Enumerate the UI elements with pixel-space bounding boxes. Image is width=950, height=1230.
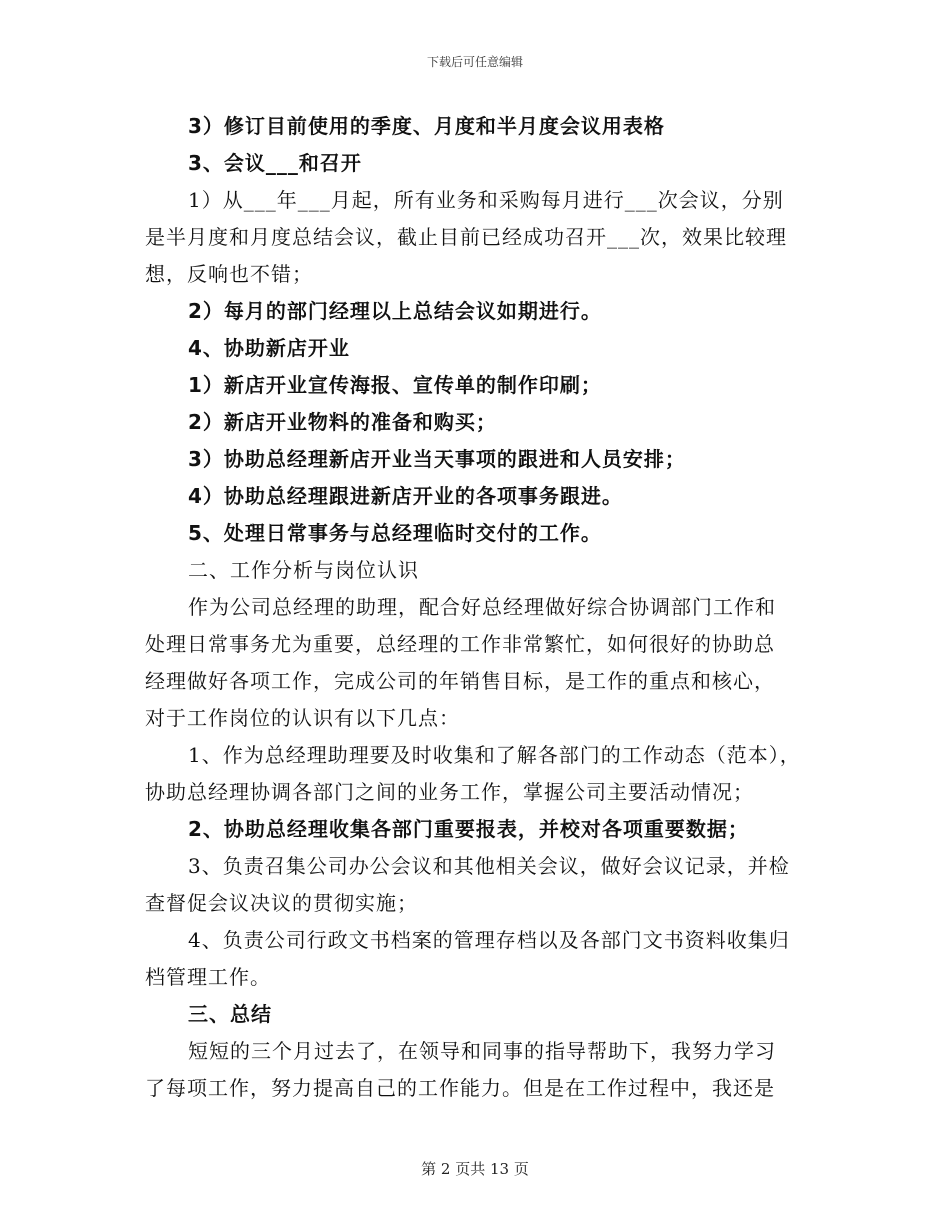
text-line: 1、作为总经理助理要及时收集和了解各部门的工作动态（范本）， [188,743,801,767]
text-line: 3）修订目前使用的季度、月度和半月度会议用表格 [188,114,665,138]
document-body [145,108,810,1107]
text-line: 5、处理日常事务与总经理临时交付的工作。 [188,521,602,545]
text-line: 档管理工作。 [145,965,271,989]
text-line: 1）新店开业宣传海报、宣传单的制作印刷； [188,373,602,397]
page-header: 下载后可任意编辑 [426,55,523,69]
text-line: 作为公司总经理的助理，配合好总经理做好综合协调部门工作和 [188,595,776,619]
text-line: 三、总结 [188,1002,272,1026]
text-line: 经理做好各项工作，完成公司的年销售目标，是工作的重点和核心， [145,669,775,693]
text-line: 短短的三个月过去了，在领导和同事的指导帮助下，我努力学习 [188,1039,776,1063]
text-line: 协助总经理协调各部门之间的业务工作，掌握公司主要活动情况； [145,780,754,804]
text-line: 4、协助新店开业 [188,336,350,360]
text-line: 2、协助总经理收集各部门重要报表，并校对各项重要数据； [188,817,749,841]
text-line: 2）每月的部门经理以上总结会议如期进行。 [188,299,602,323]
text-line: 3、负责召集公司办公会议和其他相关会议，做好会议记录，并检 [188,854,790,878]
text-line: 对于工作岗位的认识有以下几点： [145,706,460,730]
text-line: 查督促会议决议的贯彻实施； [145,891,418,915]
text-line: 处理日常事务尤为重要，总经理的工作非常繁忙，如何很好的协助总 [145,632,775,656]
text-line: 3、会议___和召开 [188,151,362,175]
text-line: 了每项工作，努力提高自己的工作能力。但是在工作过程中，我还是 [145,1076,775,1100]
text-line: 二、工作分析与岗位认识 [188,558,419,582]
text-line: 2）新店开业物料的准备和购买； [188,410,497,434]
text-line: 1）从___年___月起，所有业务和采购每月进行___次会议，分别 [188,188,784,212]
text-line: 4、负责公司行政文书档案的管理存档以及各部门文书资料收集归 [188,928,790,952]
text-line: 是半月度和月度总结会议，截止目前已经成功召开___次，效果比较理 [145,225,787,249]
text-line: 想，反响也不错； [145,262,313,286]
text-line: 4）协助总经理跟进新店开业的各项事务跟进。 [188,484,623,508]
page-footer: 第 2 页共 13 页 [421,1160,529,1178]
text-line: 3）协助总经理新店开业当天事项的跟进和人员安排； [188,447,686,471]
